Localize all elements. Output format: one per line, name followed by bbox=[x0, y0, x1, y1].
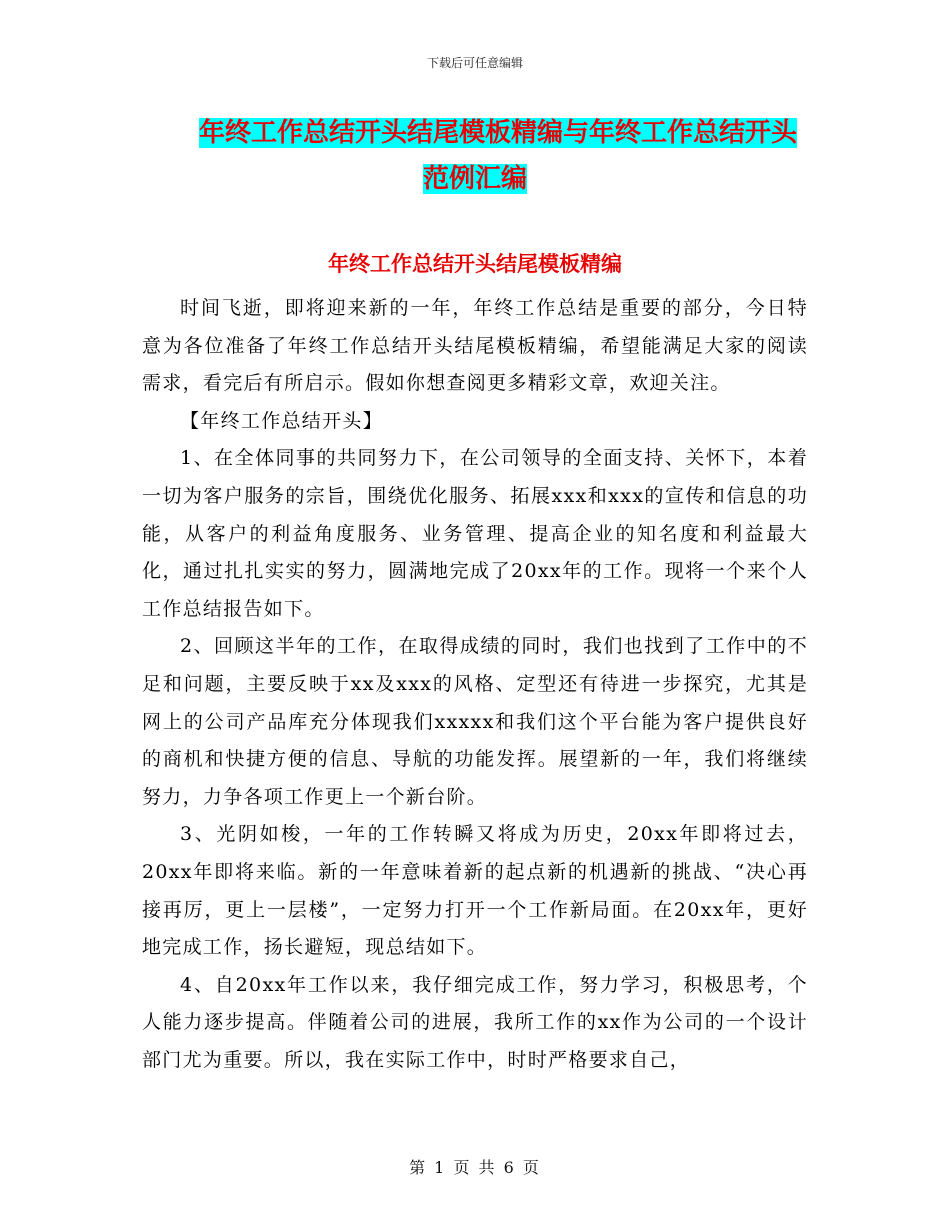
title-line-2 bbox=[0, 156, 950, 202]
paragraph-2: 2、回顾这半年的工作，在取得成绩的同时，我们也找到了工作中的不足和问题，主要反映于xx及xxx的风格、定型还有待进一步探究，尤其是网上的公司产品库充分体现我们xxxxx和我们这个平台能为客户提供良好的商机和快捷方便的信息、导航的功能发挥。展望新的一年，我们将继续努力，力争各项工作更上一个新台阶。 bbox=[142, 635, 808, 808]
body-text bbox=[142, 290, 808, 1079]
paragraph-intro: 时间飞逝，即将迎来新的一年，年终工作总结是重要的部分，今日特意为各位准备了年终工作总结开头结尾模板精编，希望能满足大家的阅读需求，看完后有所启示。假如你想查阅更多精彩文章，欢迎关注。 bbox=[142, 297, 808, 395]
page-footer: 第 1 页 共 6 页 bbox=[409, 1158, 541, 1177]
title-line-1 bbox=[0, 110, 950, 156]
paragraph-1: 1、在全体同事的共同努力下，在公司领导的全面支持、关怀下，本着一切为客户服务的宗旨，围绕优化服务、拓展xxx和xxx的宣传和信息的功能，从客户的利益角度服务、业务管理、提高企业的知名度和利益最大化，通过扎扎实实的努力，圆满地完成了20xx年的工作。现将一个来个人工作总结报告如下。 bbox=[142, 447, 808, 620]
section-subtitle: 年终工作总结开头结尾模板精编 bbox=[328, 252, 622, 276]
title-line-1-text: 年终工作总结开头结尾模板精编与年终工作总结开头 bbox=[198, 118, 797, 148]
header-note: 下载后可任意编辑 bbox=[426, 56, 523, 70]
paragraph-3: 3、光阴如梭，一年的工作转瞬又将成为历史，20xx年即将过去，20xx年即将来临。新的一年意味着新的起点新的机遇新的挑战、“决心再接再厉，更上一层楼”，一定努力打开一个工作新局面。在20xx年，更好地完成工作，扬长避短，现总结如下。 bbox=[142, 823, 808, 959]
document-title bbox=[0, 110, 950, 202]
paragraph-section-heading: 【年终工作总结开头】 bbox=[180, 409, 384, 432]
title-line-2-text: 范例汇编 bbox=[422, 164, 527, 194]
paragraph-4: 4、自20xx年工作以来，我仔细完成工作，努力学习，积极思考，个人能力逐步提高。伴随着公司的进展，我所工作的xx作为公司的一个设计部门尤为重要。所以，我在实际工作中，时时严格要求自己， bbox=[142, 973, 808, 1071]
